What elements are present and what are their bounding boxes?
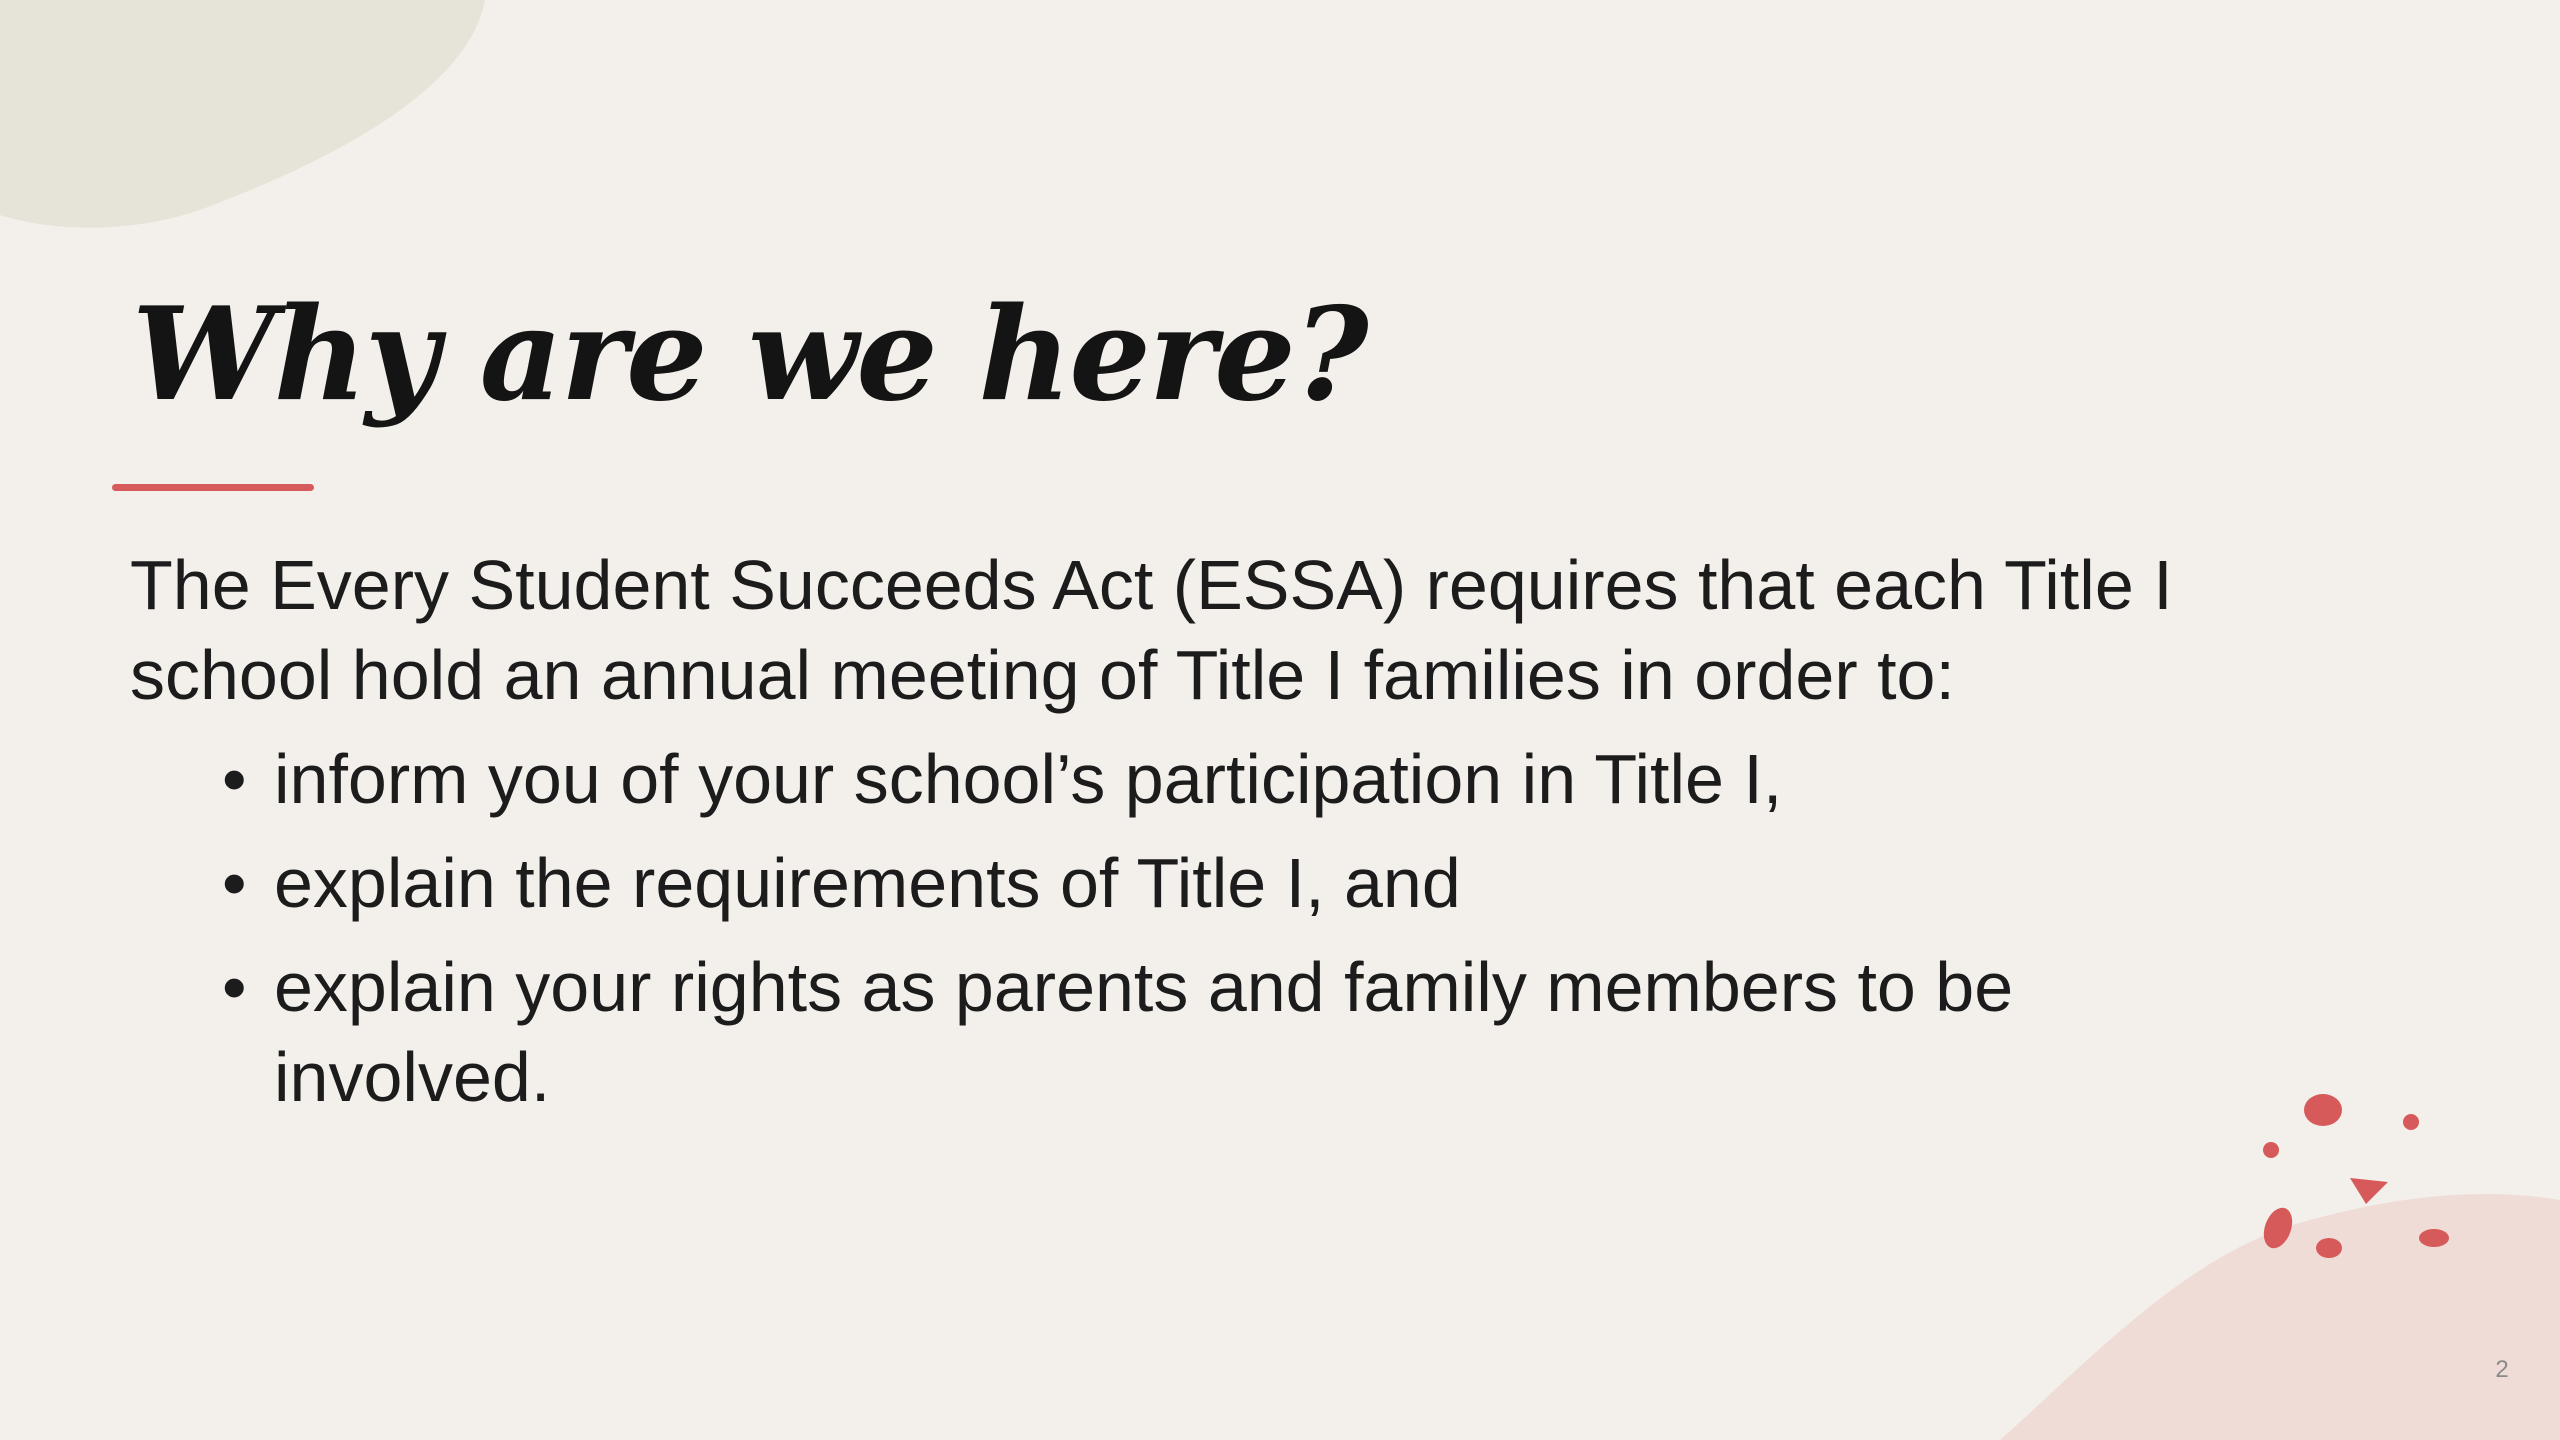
page-number: 2 bbox=[2495, 1356, 2509, 1383]
bullet-text: explain the requirements of Title I, and bbox=[274, 844, 1461, 922]
bullet-item bbox=[222, 838, 2230, 928]
paint-splatter-icon bbox=[2250, 1080, 2470, 1280]
bullet-item bbox=[222, 734, 2230, 824]
slide-body bbox=[130, 540, 2230, 1136]
bullet-icon: • bbox=[222, 844, 247, 922]
bullet-text: explain your rights as parents and family members to be involved. bbox=[274, 948, 2014, 1116]
decorative-blob-top-left bbox=[0, 0, 500, 230]
bullet-list bbox=[130, 734, 2230, 1122]
bullet-text: inform you of your school’s participation in Title I, bbox=[274, 740, 1783, 818]
title-accent-underline bbox=[112, 484, 314, 491]
intro-paragraph: The Every Student Succeeds Act (ESSA) requires that each Title I school hold an annual meeting of Title I families in order to: bbox=[130, 546, 2173, 714]
bullet-icon: • bbox=[222, 948, 247, 1026]
bullet-icon: • bbox=[222, 740, 247, 818]
slide-title: Why are we here? bbox=[132, 280, 1367, 430]
bullet-item bbox=[222, 942, 2230, 1122]
